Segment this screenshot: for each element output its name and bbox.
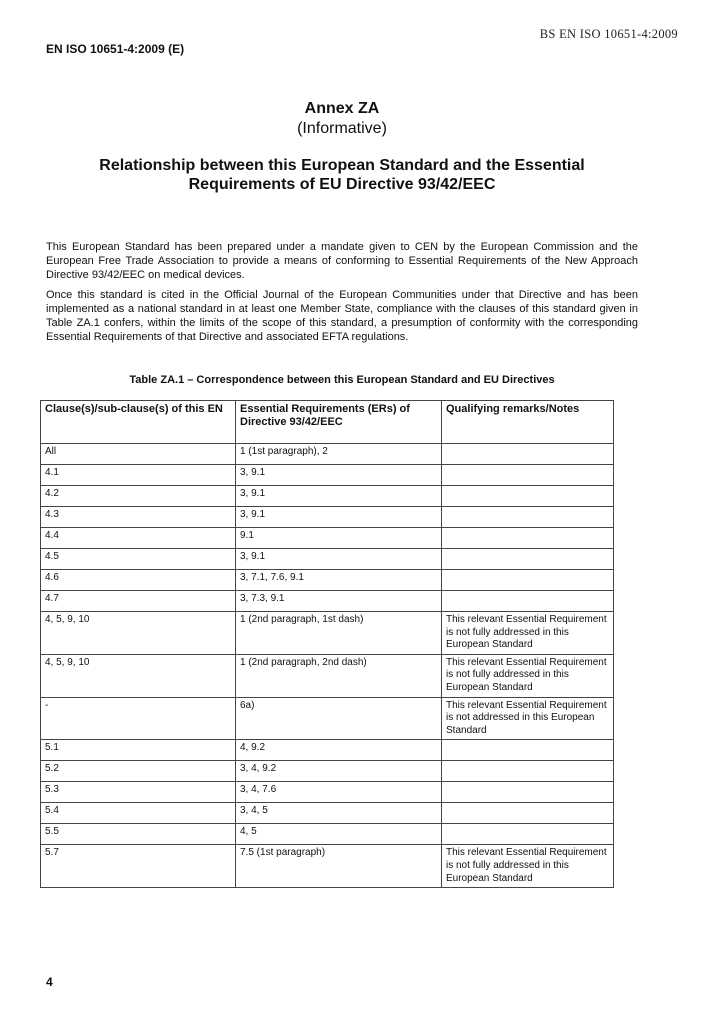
cell-requirement: 7.5 (1st paragraph) bbox=[236, 845, 442, 888]
page-number: 4 bbox=[46, 975, 53, 989]
cell-requirement: 1 (2nd paragraph, 2nd dash) bbox=[236, 654, 442, 697]
cell-clause: 4.3 bbox=[41, 507, 236, 528]
cell-clause: 4, 5, 9, 10 bbox=[41, 612, 236, 655]
cell-remark: This relevant Essential Requirement is not addressed in this European Standard bbox=[442, 697, 614, 740]
header-essential-requirements: Essential Requirements (ERs) of Directive 93/42/EEC bbox=[236, 401, 442, 444]
cell-requirement: 4, 9.2 bbox=[236, 740, 442, 761]
cell-requirement: 1 (1st paragraph), 2 bbox=[236, 444, 442, 465]
cell-remark: This relevant Essential Requirement is not fully addressed in this European Standard bbox=[442, 612, 614, 655]
table-row bbox=[41, 761, 614, 782]
intro-text bbox=[46, 240, 638, 350]
annex-subtitle: (Informative) bbox=[297, 120, 387, 137]
cell-requirement: 1 (2nd paragraph, 1st dash) bbox=[236, 612, 442, 655]
cell-requirement: 3, 4, 5 bbox=[236, 803, 442, 824]
cell-remark bbox=[442, 444, 614, 465]
cell-requirement: 3, 4, 9.2 bbox=[236, 761, 442, 782]
table-row bbox=[41, 740, 614, 761]
cell-remark bbox=[442, 549, 614, 570]
table-row bbox=[41, 803, 614, 824]
cell-clause: 4, 5, 9, 10 bbox=[41, 654, 236, 697]
cell-remark bbox=[442, 465, 614, 486]
header-remarks: Qualifying remarks/Notes bbox=[442, 401, 614, 444]
cell-remark bbox=[442, 591, 614, 612]
cell-clause: 4.2 bbox=[41, 486, 236, 507]
cell-requirement: 9.1 bbox=[236, 528, 442, 549]
cell-remark: This relevant Essential Requirement is not fully addressed in this European Standard bbox=[442, 654, 614, 697]
cell-clause: 4.6 bbox=[41, 570, 236, 591]
cell-remark bbox=[442, 507, 614, 528]
cell-clause: 4.7 bbox=[41, 591, 236, 612]
annex-heading-line1: Relationship between this European Standard and the Essential bbox=[99, 157, 585, 174]
bs-standard-reference: BS EN ISO 10651-4:2009 bbox=[539, 27, 678, 41]
table-row bbox=[41, 486, 614, 507]
table-row bbox=[41, 507, 614, 528]
table-row bbox=[41, 612, 614, 655]
cell-clause: - bbox=[41, 697, 236, 740]
cell-requirement: 3, 7.1, 7.6, 9.1 bbox=[236, 570, 442, 591]
table-body bbox=[41, 444, 614, 888]
document-id: EN ISO 10651-4:2009 (E) bbox=[46, 42, 185, 56]
table-row bbox=[41, 444, 614, 465]
cell-requirement: 3, 9.1 bbox=[236, 465, 442, 486]
table-row bbox=[41, 570, 614, 591]
cell-remark bbox=[442, 761, 614, 782]
table-row bbox=[41, 549, 614, 570]
table-row bbox=[41, 465, 614, 486]
cell-clause: 5.3 bbox=[41, 782, 236, 803]
cell-clause: 5.1 bbox=[41, 740, 236, 761]
cell-remark bbox=[442, 740, 614, 761]
cell-clause: 5.4 bbox=[41, 803, 236, 824]
cell-clause: 5.2 bbox=[41, 761, 236, 782]
intro-paragraph-2: Once this standard is cited in the Official Journal of the European Communities under that Directive and has been implemented as a national standard in at least one Member State, compliance with the clauses of this standard given in Table ZA.1 confers, within the limits of the scope of this standard, a presumption of conformity with the corresponding Essential Requirements of that Directive and associated EFTA regulations. bbox=[46, 289, 638, 343]
cell-clause: 4.1 bbox=[41, 465, 236, 486]
intro-paragraph-1: This European Standard has been prepared under a mandate given to CEN by the European Commission and the European Free Trade Association to provide a means of conforming to Essential Requirements of the New Approach Directive 93/42/EEC on medical devices. bbox=[46, 241, 638, 281]
correspondence-table bbox=[40, 400, 614, 888]
table-row bbox=[41, 591, 614, 612]
table-row bbox=[41, 654, 614, 697]
annex-title: Annex ZA bbox=[304, 100, 380, 117]
cell-requirement: 3, 9.1 bbox=[236, 507, 442, 528]
table-header-row bbox=[41, 401, 614, 444]
table-row bbox=[41, 528, 614, 549]
table-row bbox=[41, 697, 614, 740]
cell-remark bbox=[442, 528, 614, 549]
annex-heading bbox=[0, 156, 684, 194]
cell-remark bbox=[442, 803, 614, 824]
cell-remark: This relevant Essential Requirement is not fully addressed in this European Standard bbox=[442, 845, 614, 888]
cell-clause: All bbox=[41, 444, 236, 465]
cell-clause: 5.5 bbox=[41, 824, 236, 845]
cell-requirement: 3, 9.1 bbox=[236, 486, 442, 507]
cell-remark bbox=[442, 782, 614, 803]
table-caption: Table ZA.1 – Correspondence between this European Standard and EU Directives bbox=[129, 374, 555, 386]
cell-remark bbox=[442, 824, 614, 845]
cell-requirement: 4, 5 bbox=[236, 824, 442, 845]
cell-requirement: 6a) bbox=[236, 697, 442, 740]
cell-clause: 4.4 bbox=[41, 528, 236, 549]
cell-requirement: 3, 4, 7.6 bbox=[236, 782, 442, 803]
cell-clause: 5.7 bbox=[41, 845, 236, 888]
table-row bbox=[41, 824, 614, 845]
header-clause: Clause(s)/sub-clause(s) of this EN bbox=[41, 401, 236, 444]
annex-heading-line2: Requirements of EU Directive 93/42/EEC bbox=[188, 176, 496, 193]
cell-requirement: 3, 9.1 bbox=[236, 549, 442, 570]
cell-clause: 4.5 bbox=[41, 549, 236, 570]
table-row bbox=[41, 782, 614, 803]
cell-remark bbox=[442, 486, 614, 507]
cell-remark bbox=[442, 570, 614, 591]
table-row bbox=[41, 845, 614, 888]
cell-requirement: 3, 7.3, 9.1 bbox=[236, 591, 442, 612]
